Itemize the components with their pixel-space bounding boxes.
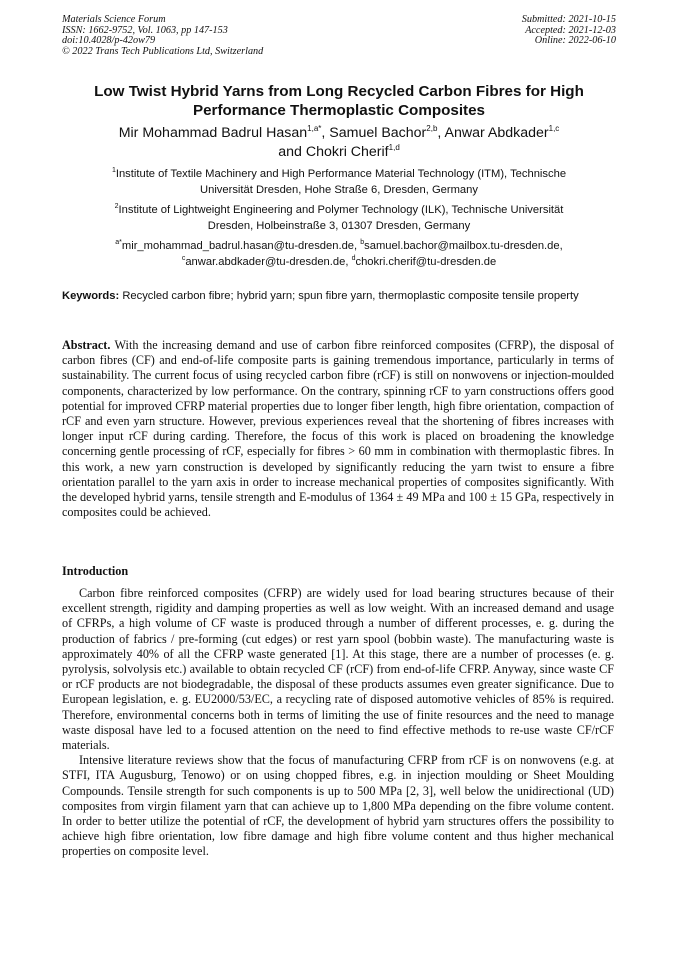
email-d[interactable]: chokri.cherif@tu-dresden.de	[355, 255, 497, 268]
abstract	[62, 338, 614, 520]
authors-line-2	[62, 143, 616, 162]
author-emails	[62, 239, 616, 270]
affiliation-1-line-1	[62, 167, 616, 183]
authors-line-1: Mir Mohammad Badrul Hasan$^{1,a*}$, Samuel Bachor$^{2,b}$, Anwar Abdkader$^{1,c}$	[118, 124, 560, 141]
introduction-body	[62, 586, 614, 860]
abstract-label: Abstract.	[62, 338, 111, 352]
keywords	[62, 289, 614, 304]
journal-name: Materials Science Forum	[62, 14, 166, 25]
author-list	[62, 124, 616, 161]
author-1: Mir Mohammad Badrul Hasan	[118, 125, 308, 141]
author-3-sup: 1,c	[548, 124, 560, 133]
affiliation-2-sup: 2	[114, 203, 119, 210]
date-submitted: Submitted: 2021-10-15	[521, 14, 616, 25]
email-c-sup: c	[181, 254, 186, 262]
affiliation-1-text-1: Institute of Textile Machinery and High Performance Material Technology (ITM), Technische	[115, 168, 567, 180]
author-2: Samuel Bachor	[329, 125, 427, 141]
email-a[interactable]: mir_mohammad_badrul.hasan@tu-dresden.de,	[121, 240, 358, 252]
introduction-paragraph-1: Carbon fibre reinforced composites (CFRP) are widely used for load bearing structures because of their excellent strength, rigidity and damping properties as well as low weight. With an increased demand and usage of CFRPs, a high volume of CF waste is produced through a number of different processes, e. g. during the production of fabrics / pre-forming (cut edges) or rest yarn spool (bobbin waste). The manufacturing waste is approximately 40% of all the CFRP waste generated [1]. At this stage, there are a number of processes (e. g. pyrolysis, solvolysis etc.) available to obtain recycled CF (rCF) from end-of-life CFRP. Anyway, since waste CF or rCF products are not biodegradable, the disposal of these products assumes even greater significance. Due to European legislation, e. g. EU2000/53/EC, a recycling rate of disposed automotive vehicles of 85% is required. Therefore, environmental concerns both in terms of limiting the use of finite resources and the need to manage waste disposal have led to a focused attention on the need to find effective methods to re-use waste CF/rCF materials.	[62, 586, 614, 753]
author-4: Chokri Cherif	[305, 143, 389, 160]
affiliation-1-line-2: Universität Dresden, Hohe Straße 6, Dresden, Germany	[200, 183, 478, 196]
title-line-1: Low Twist Hybrid Yarns from Long Recycled Carbon Fibres for High	[94, 83, 584, 100]
keywords-label: Keywords:	[62, 290, 120, 302]
affiliation-2-line-1	[62, 203, 616, 219]
journal-issn: ISSN: 1662-9752, Vol. 1063, pp 147-153	[62, 24, 228, 36]
section-heading-introduction: Introduction	[62, 564, 129, 578]
affiliation-2-text-1: Institute of Lightweight Engineering and Polymer Technology (ILK), Technische Universität	[118, 204, 564, 216]
abstract-text: With the increasing demand and use of carbon fibre reinforced composites (CFRP), the disposal of carbon fibres (CF) and end-of-life composite parts is gaining tremendous importance, particularly in terms of sustainability. The current focus of using recycled carbon fibre (rCF) is still on nonwovens or injection-moulded components, characterized by low performance. On the contrary, spinning rCF to yarn constructions offers good potential for improved CFRP material properties due to longer fiber length, high fibre orientation, compaction of rCF and even yarn structure. However, previous experiences reveal that the shortening of fibres increases with longer input rCF during carding. Therefore, the focus of this work is placed on broadening the knowledge concerning gentle processing of rCF, especially for fibres > 60 mm in combination with thermoplastic fibres. In this work, a new yarn construction is developed by significantly reducing the yarn twist to ensure a fibre orientation parallel to the yarn axis in order to increase mechanical properties of composites significantly. With the developed hybrid yarns, tensile strength and E-modulus of 1364 ± 49 MPa and 100 ± 15 GPa, respectively in composites could be achieved.	[62, 338, 614, 520]
paper-title	[62, 82, 616, 120]
affiliation-2-line-2: Dresden, Holbeinstraße 3, 01307 Dresden, Germany	[207, 219, 471, 232]
email-c[interactable]: anwar.abdkader@tu-dresden.de,	[185, 255, 349, 268]
keywords-text: Recycled carbon fibre; hybrid yarn; spun fibre yarn, thermoplastic composite tensile property	[122, 290, 579, 302]
title-line-2: Performance Thermoplastic Composites	[192, 102, 486, 119]
date-accepted: Accepted: 2021-12-03	[525, 24, 616, 36]
author-2-sup: 2,b	[426, 124, 438, 133]
journal-copyright: © 2022 Trans Tech Publications Ltd, Switzerland	[62, 45, 264, 57]
author-1-sup: 1,a*	[307, 124, 322, 133]
date-online: Online: 2022-06-10	[534, 35, 616, 47]
email-b[interactable]: samuel.bachor@mailbox.tu-dresden.de,	[364, 240, 563, 252]
affiliation-1	[62, 167, 616, 198]
email-d-sup: d	[351, 254, 356, 262]
email-a-sup: a*	[115, 239, 122, 246]
author-4-sup: 1,d	[388, 142, 400, 152]
affiliation-2	[62, 203, 616, 234]
emails-line-2	[62, 255, 616, 271]
author-and: and	[278, 143, 302, 160]
introduction-paragraph-2: Intensive literature reviews show that the focus of manufacturing CFRP from rCF is on nonwovens (e.g. at STFI, ITA Augusburg, Tenowo) or on using chopped fibres, e.g. in injection moulding or Sheet Moulding Compounds. Tensile strength for such components is up to 500 MPa [2, 3], well below the unidirectional (UD) composites from virgin filament yarn that can achieve up to 1,800 MPa depending on the fibre volume content. In order to better utilize the potential of rCF, the development of hybrid yarn structures offers the possibility to achieve high fibre orientation, low fibre damage and high fibre volume content and thus higher mechanical properties on composite level.	[62, 753, 614, 859]
journal-info	[62, 15, 263, 57]
journal-doi: doi:10.4028/p-42ow79	[62, 35, 156, 47]
email-b-sup: b	[360, 239, 365, 246]
author-3: Anwar Abdkader	[444, 125, 549, 141]
emails-line-1	[62, 239, 616, 255]
affiliation-1-sup: 1	[111, 167, 116, 174]
publication-dates	[522, 15, 616, 47]
